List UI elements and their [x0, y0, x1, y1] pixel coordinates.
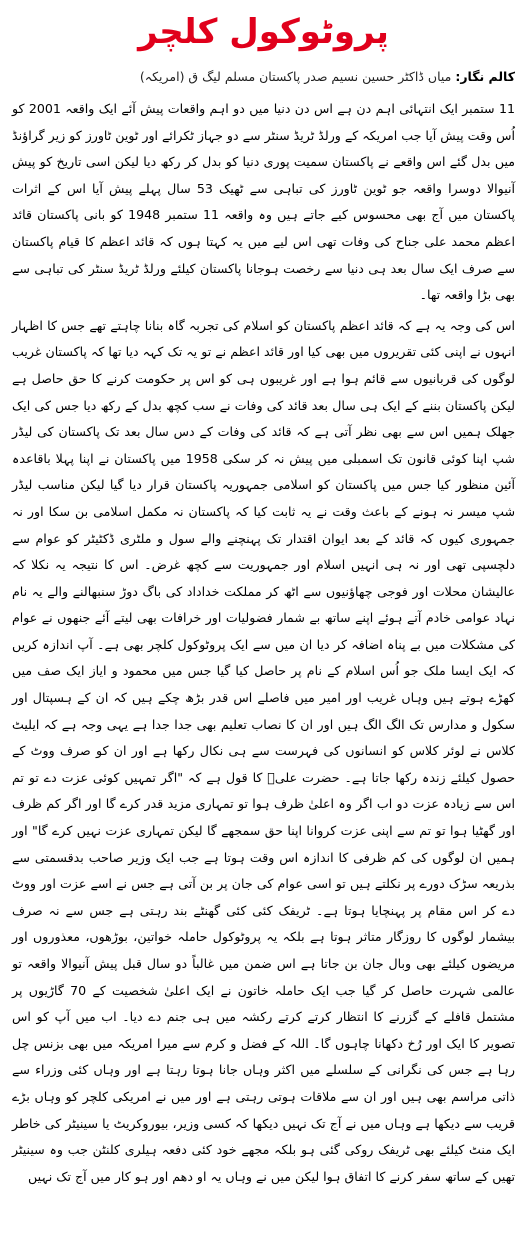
- article-paragraph: 11 ستمبر ایک انتہائی اہم دن ہے اس دن دنیا میں دو اہم واقعات پیش آئے ایک واقعہ 2001 کو اُس وقت پیش آیا جب امریکہ کے ورلڈ ٹریڈ سنٹر سے دو جہاز ٹکرائے اور ٹوین ٹاورز کو زیر گراؤنڈ میں بدل گئے اس واقعے نے پاکستان سمیت پوری دنیا کو بدل کر رکھ دیا لیکن اسی تاریخ کو پیش آنیوالا دوسرا واقعہ جو ٹوین ٹاورز کی تباہی سے ٹھیک 53 سال پہلے پیش آیا اس کے اثرات پاکستان میں آج بھی محسوس کیے جاتے ہیں وہ واقعہ 11 ستمبر 1948 کو بانی پاکستان قائد اعظم محمد علی جناح کی وفات تھی اس لیے میں یہ کہتا ہوں کہ قائد اعظم کا قیام پاکستان سے صرف ایک سال بعد ہی دنیا سے رخصت ہوجانا پاکستان کیلئے ورلڈ ٹریڈ سنٹر کی تباہی سے بھی بڑا واقعہ تھا۔: [12, 101, 515, 303]
- author-name: میاں ڈاکٹر حسین نسیم صدر پاکستان مسلم لیگ ق (امریکہ): [139, 69, 452, 84]
- columnist-label: کالم نگار:: [455, 69, 515, 84]
- byline: [12, 66, 515, 96]
- article-title: پروٹوکول کلچر: [138, 12, 389, 52]
- article-paragraph: اس کی وجہ یہ ہے کہ قائد اعظم پاکستان کو اسلام کی تجربہ گاہ بنانا چاہتے تھے جس کا اظہار انہوں نے اپنی کئی تقریروں میں بھی کیا اور قائد اعظم نے تو یہ تک کہہ دیا تھا کہ پاکستان غریب لوگوں کی قربانیوں سے قائم ہوا ہے اور غریبوں ہی کو اس پر حکومت کرنے کا حق حاصل ہے لیکن پاکستان بننے کے ایک ہی سال بعد قائد کی وفات نے سب کچھ بدل کے رکھ دیا جس کی ایک جھلک ہمیں اس سے بھی نظر آتی ہے کہ قائد کی وفات کے دس سال بعد تک پاکستان کی لیڈر شپ اپنا کوئی قانون تک اسمبلی میں پیش نہ کر سکی 1958 میں پاکستان نے اپنا پہلا باقاعدہ آئین منظور کیا جس میں پاکستان کو اسلامی جمہوریہ پاکستان قرار دیا گیا لیکن مناسب لیڈر شپ میسر نہ ہونے کے باعث وقت نے یہ ثابت کیا کہ پاکستان نہ مکمل اسلامی بن سکا اور نہ جمہوری کیوں کہ قائد کے بعد ایوان اقتدار تک پہنچنے والے سول و ملٹری ڈکٹیٹر کو عوام سے دلچسپی تھی اور نہ ہی انہیں اسلام اور جمہوریت سے کچھ غرض۔ اس کا نتیجہ یہ نکلا کہ عالیشان محلات اور فوجی چھاؤنیوں سے اٹھ کر مملکت خداداد کی باگ دوڑ سنبھالنے والے یہ نام نہاد عوامی خادم آتے ہوئے اپنے ساتھ بے شمار فضولیات اور خرافات بھی لیتے آئے جنھوں نے عوام کی مشکلات میں بے پناہ اضافہ کر دیا ان میں سے ایک پروٹوکول کلچر بھی ہے۔ آپ اندازہ کریں کہ ایک ایسا ملک جو اُس اسلام کے نام پر حاصل کیا گیا جس میں محمود و ایاز ایک صف میں کھڑے ہوتے ہیں وہاں غریب اور امیر میں فاصلے اس قدر بڑھ چکے ہیں کہ ان کے ہسپتال اور سکول و مدارس تک الگ الگ ہیں اور ان کا نصاب تعلیم بھی جدا جدا ہے یہی وجہ ہے کہ ایلیٹ کلاس نے لوئر کلاس کو انسانوں کی فہرست سے ہی نکال رکھا ہے اور ان کو صرف ووٹ کے حصول کیلئے زندہ رکھا جاتا ہے۔ حضرت علیؓ کا قول ہے کہ "اگر تمہیں کوئی عزت دے تو تم اس سے زیادہ عزت دو اب اگر وہ اعلیٰ ظرف ہوا تو تمہاری مزید قدر کرے گا اور اگر کم ظرف اور گھٹیا ہوا تو تم سے اپنی عزت کروانا اپنا حق سمجھے گا لیکن تمہاری عزت نہیں کرے گا" اور ہمیں ان لوگوں کی کم ظرفی کا اندازہ اس وقت ہوتا ہے جب ایک وزیر صاحب بدقسمتی سے بذریعہ سڑک دورے پر نکلتے ہیں تو اسی عوام کی جان پر بن آتی ہے جس نے اسے عزت اور ووٹ دے کر اس مقام پر پہنچایا ہوتا ہے۔ ٹریفک کئی کئی گھنٹے بند رہتی ہے جس سے نہ صرف بیشمار لوگوں کا روزگار متاثر ہوتا ہے بلکہ یہ پروٹوکول حاملہ خواتین، بوڑھوں، معذوروں اور مریضوں کیلئے بھی وبال جان بن جاتا ہے اس ضمن میں غالباً دو سال قبل پیش آنیوالا واقعہ تو عالمی شہرت حاصل کر گیا جب ایک حاملہ خاتون نے ایک اعلیٰ شخصیت کے 70 گاڑیوں پر مشتمل قافلے کے گزرنے کا انتظار کرتے کرتے رکشہ میں ہی جنم دے دیا۔ اب میں آپ کو اس تصویر کا ایک اور رُخ دکھانا چاہوں گا۔ اللہ کے فضل و کرم سے میرا امریکہ میں بھی بزنس چل رہا ہے جس کی نگرانی کے سلسلے میں اکثر وہاں جانا ہوتا رہتا ہے اور وہاں کئی وزراء سے ذاتی مراسم بھی ہیں اور ان سے ملاقات ہوتی رہتی ہے اور میں نے امریکی کلچر کو وہاں بڑے قریب سے دیکھا ہے وہاں میں نے آج تک نہیں دیکھا کہ کسی وزیر، بیوروکریٹ یا سینیٹر کی خاطر ایک منٹ کیلئے بھی ٹریفک روکی گئی ہو بلکہ مجھے خود کئی دفعہ ہیلری کلنٹن جب وہ سینیٹر تھیں کے ساتھ سفر کرنے کا اتفاق ہوا لیکن میں نے وہاں یہ او دھم اور ہو کار میں آج تک نہیں: [12, 317, 516, 1184]
- article-body: [12, 96, 515, 1190]
